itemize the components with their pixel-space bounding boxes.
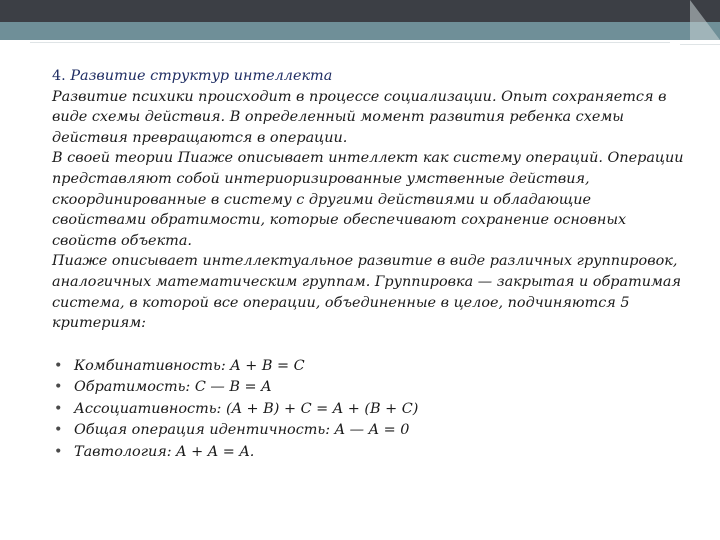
title-text: Развитие структур интеллекта [70, 68, 333, 84]
slide-title [52, 66, 688, 87]
slide-corner-decoration [690, 0, 720, 40]
title-number: 4. [52, 68, 66, 84]
slide-header-band [0, 22, 720, 40]
bullet-icon: • [54, 400, 63, 417]
criterion-text: Обратимость: C — B = A [74, 379, 272, 396]
paragraph-groupings: Пиаже описывает интеллектуальное развитие в виде различных группировок, аналогичных математическим группам. Группировка — закрытая и обратимая система, в которой все операции, объединенные в целое, подчиняются 5 критериям: [52, 253, 682, 332]
criterion-text: Тавтология: A + A = A. [74, 443, 255, 460]
paragraph-socialization: Развитие психики происходит в процессе социализации. Опыт сохраняется в виде схемы действия. В определенный момент развития ребенка схемы действия превращаются в операции. [52, 88, 667, 146]
slide-body [52, 66, 688, 463]
header-thin-line [30, 42, 670, 43]
list-item [52, 356, 688, 378]
list-item [52, 442, 688, 464]
slide-top-bar [0, 0, 720, 22]
bullet-icon: • [54, 357, 63, 374]
criteria-list [52, 356, 688, 464]
header-thin-line-right [680, 44, 720, 45]
list-item [52, 399, 688, 421]
list-item [52, 420, 688, 442]
bullet-icon: • [54, 379, 63, 396]
criterion-text: Комбинативность: A + B = C [74, 357, 305, 374]
criterion-text: Ассоциативность: (A + B) + C = A + (B + C) [74, 400, 419, 417]
list-item [52, 377, 688, 399]
bullet-icon: • [54, 422, 63, 439]
paragraph-operations-theory: В своей теории Пиаже описывает интеллект как систему операций. Операции представляют собой интериоризированные умственные действия, скоординированные в систему с другими действиями и обладающие свойствами обратимости, которые обеспечивают сохранение основных свойств объекта. [52, 150, 684, 249]
criterion-text: Общая операция идентичность: A — A = 0 [74, 422, 410, 439]
bullet-icon: • [54, 443, 63, 460]
